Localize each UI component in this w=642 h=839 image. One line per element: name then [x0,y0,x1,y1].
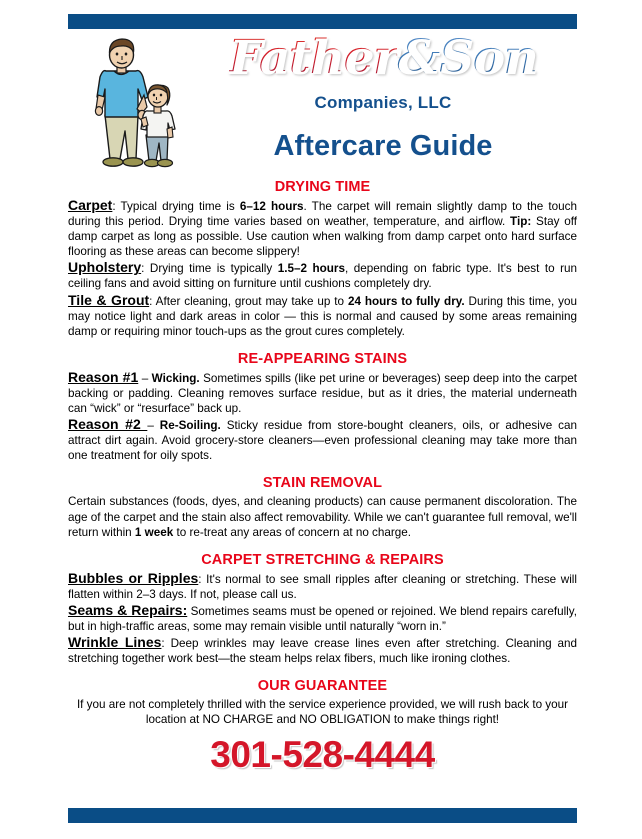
lead-upholstery: Upholstery [68,259,142,276]
section-heading-drying-time: DRYING TIME [274,179,371,195]
body-text: Sticky residue from store-bought cleaners, oils, or adhesive can attract dirt again. Avoid grocery-store cleaners—even professional cleaning may take more than one treatment for oily spots. [68,419,577,463]
wordmark-father: Father [228,30,398,85]
section-heading-reappearing-stains: RE-APPEARING STAINS [237,350,408,367]
lead-sep: – [147,419,160,433]
lead-sep: : [161,637,171,651]
paragraph-guarantee: If you are not completely thrilled with the service experience provided, we will rush back to your location at NO CHARGE and NO OBLIGATION to make things right! [76,698,569,727]
document-header [0,29,642,177]
paragraph-wrinkle-lines [68,635,577,666]
body-text: Stay off damp carpet as long as possible. Use caution when walking from damp carpet onto hard surface flooring as these areas can become slippery! [68,215,577,259]
paragraph-carpet [68,198,577,259]
body-text: , depending on fabric type. It's best to run ceiling fans and avoid sitting on furniture until cushions completely dry. [68,262,577,291]
company-wordmark [188,29,578,87]
paragraph-tile-grout [68,293,577,339]
paragraph-stain-removal [68,494,577,539]
emphasis-re-soiling: Re-Soiling. [159,419,221,433]
lead-carpet: Carpet [68,197,113,213]
section-heading-stain-removal: STAIN REMOVAL [262,475,383,492]
page-title: Aftercare Guide [273,130,493,162]
lead-reason-1: Reason #1 [68,368,139,385]
paragraph-reason-1 [68,370,577,416]
father-and-son-illustration [76,31,188,181]
emphasis-one-week: 1 week [134,525,174,539]
emphasis-wicking: Wicking. [151,371,200,385]
body-text: During this time, you may notice light and dark areas in color — this is normal and caused by some areas remaining damp or requiring minor touch-ups as the grout cures completely. [68,294,577,338]
section-heading-carpet-stretching: CARPET STRETCHING & REPAIRS [201,551,444,568]
footer-rule-bar [68,808,577,823]
section-heading-our-guarantee: OUR GUARANTEE [257,678,388,695]
brand-block [188,29,578,163]
lead-wrinkle-lines: Wrinkle Lines [68,634,162,651]
emphasis-grout-hours: 24 hours to fully dry. [347,294,465,308]
paragraph-upholstery [68,260,577,291]
body-text: After cleaning, grout may take up to [155,294,348,308]
body-text: It's normal to see small ripples after cleaning or stretching. These will flatten within 2–3 days. If not, please call us. [68,572,577,601]
body-text: Typical drying time is [120,200,240,213]
body-text: Sometimes seams must be opened or rejoined. We blend repairs carefully, but in high-traffic areas, some may remain visible until naturally “worn in.” [68,604,577,633]
phone-number[interactable]: 301-528-4444 [210,734,435,776]
company-subtitle: Companies, LLC [314,93,452,112]
wordmark-and-son: &Son [397,30,538,85]
body-text: to re-treat any areas of concern at no charge. [173,525,412,539]
body-text: Deep wrinkles may leave crease lines even after stretching. Cleaning and stretching together work best—the steam helps relax fibers, much like ironing clothes. [68,637,577,666]
body-text: Drying time is typically [149,262,278,276]
paragraph-bubbles-ripples [68,571,577,602]
lead-sep: – [138,371,152,385]
lead-sep: : [198,572,207,586]
emphasis-drying-hours: 6–12 hours [239,200,304,213]
document-body [68,178,577,776]
lead-sep: : [141,262,150,276]
header-rule-bar [68,14,577,29]
lead-reason-2: Reason #2 [68,416,148,433]
paragraph-seams-repairs [68,603,577,634]
emphasis-upholstery-hours: 1.5–2 hours [277,262,345,276]
lead-sep: : [149,294,156,308]
emphasis-tip: Tip: [510,215,532,229]
lead-tile-grout: Tile & Grout [68,291,150,308]
lead-seams-repairs: Seams & Repairs: [68,601,188,618]
body-text: Sometimes spills (like pet urine or beverages) seep deep into the carpet backing or padding. Cleaning removes surface residue, but as it dries, the material underneath can “wick” or “resurface” back up. [68,371,577,416]
lead-sep: : [112,200,121,213]
body-text: . The carpet will remain slightly damp to the touch during this period. Drying time varies based on weather, temperature, and airflow. [68,200,577,229]
paragraph-reason-2 [68,417,577,463]
body-text: Certain substances (foods, dyes, and cleaning products) can cause permanent discoloration. The age of the carpet and the stain also affect removability. While we can't guarantee full removal, we'll return within [68,495,577,539]
lead-bubbles-ripples: Bubbles or Ripples [68,569,199,586]
